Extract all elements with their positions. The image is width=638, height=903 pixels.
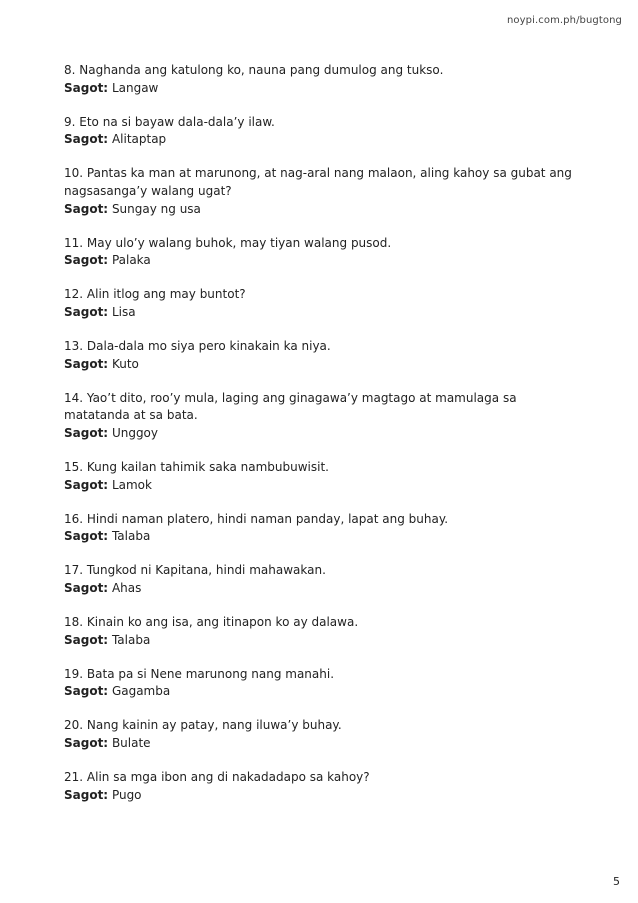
riddle-answer-line bbox=[64, 80, 576, 98]
riddle-item bbox=[64, 769, 576, 804]
riddle-question: 9. Eto na si bayaw dala-dala’y ilaw. bbox=[64, 114, 275, 129]
riddle-answer-line bbox=[64, 201, 576, 219]
answer-label: Sagot: bbox=[64, 425, 109, 440]
answer-label: Sagot: bbox=[64, 132, 109, 147]
riddle-question: 14. Yao’t dito, roo’y mula, laging ang ginagawa’y magtago at mamulaga sa matatanda at sa bata. bbox=[64, 390, 517, 423]
riddle-question: 8. Naghanda ang katulong ko, nauna pang dumulog ang tukso. bbox=[64, 63, 444, 77]
riddle-item bbox=[64, 62, 576, 97]
riddle-item bbox=[64, 390, 576, 443]
answer-label: Sagot: bbox=[64, 684, 109, 699]
riddle-question: 16. Hindi naman platero, hindi naman panday, lapat ang buhay. bbox=[64, 511, 449, 526]
riddle-answer-line bbox=[64, 632, 576, 650]
riddle-answer: Lisa bbox=[111, 304, 136, 319]
answer-label: Sagot: bbox=[64, 580, 109, 595]
riddle-item bbox=[64, 165, 576, 218]
riddle-answer-line bbox=[64, 252, 576, 270]
riddle-item bbox=[64, 511, 576, 546]
answer-label: Sagot: bbox=[64, 736, 109, 751]
riddle-question: 15. Kung kailan tahimik saka nambubuwisit. bbox=[64, 460, 329, 474]
riddle-question: 10. Pantas ka man at marunong, at nag-aral nang malaon, aling kahoy sa gubat ang nagsasanga’y walang ugat? bbox=[64, 166, 572, 198]
riddle-item bbox=[64, 338, 576, 373]
riddle-answer-line bbox=[64, 477, 576, 495]
riddle-answer: Bulate bbox=[111, 736, 151, 751]
riddle-answer: Talaba bbox=[111, 632, 151, 647]
riddle-item bbox=[64, 614, 576, 649]
riddle-answer: Sungay ng usa bbox=[111, 201, 201, 216]
riddle-answer: Gagamba bbox=[111, 684, 171, 699]
answer-label: Sagot: bbox=[64, 787, 109, 802]
riddle-answer-line bbox=[64, 735, 576, 753]
riddle-question: 21. Alin sa mga ibon ang di nakadadapo sa kahoy? bbox=[64, 770, 370, 785]
riddle-question: 17. Tungkod ni Kapitana, hindi mahawakan. bbox=[64, 563, 326, 578]
riddle-answer: Lamok bbox=[111, 477, 152, 492]
riddle-answer: Palaka bbox=[111, 253, 151, 268]
riddle-answer: Kuto bbox=[111, 356, 139, 371]
riddle-answer-line bbox=[64, 528, 576, 546]
page-number: 5 bbox=[613, 875, 620, 888]
answer-label: Sagot: bbox=[64, 80, 109, 95]
riddle-list bbox=[64, 62, 576, 821]
answer-label: Sagot: bbox=[64, 477, 109, 492]
answer-label: Sagot: bbox=[64, 356, 109, 371]
riddle-answer-line bbox=[64, 131, 576, 149]
riddle-answer-line bbox=[64, 787, 576, 805]
riddle-answer-line bbox=[64, 580, 576, 598]
riddle-question: 13. Dala-dala mo siya pero kinakain ka niya. bbox=[64, 339, 331, 354]
answer-label: Sagot: bbox=[64, 632, 109, 647]
riddle-item bbox=[64, 286, 576, 321]
riddle-item bbox=[64, 114, 576, 149]
riddle-item bbox=[64, 717, 576, 752]
riddle-question: 20. Nang kainin ay patay, nang iluwa’y buhay. bbox=[64, 718, 342, 733]
riddle-question: 19. Bata pa si Nene marunong nang manahi. bbox=[64, 666, 335, 681]
header-url: noypi.com.ph/bugtong bbox=[506, 15, 622, 26]
riddle-answer-line bbox=[64, 304, 576, 322]
riddle-answer: Langaw bbox=[111, 80, 159, 95]
riddle-question: 12. Alin itlog ang may buntot? bbox=[64, 287, 246, 302]
riddle-item bbox=[64, 235, 576, 270]
answer-label: Sagot: bbox=[64, 529, 109, 544]
answer-label: Sagot: bbox=[64, 201, 109, 216]
answer-label: Sagot: bbox=[64, 253, 109, 268]
riddle-answer-line bbox=[64, 683, 576, 701]
riddle-item bbox=[64, 666, 576, 701]
riddle-answer: Pugo bbox=[111, 787, 142, 802]
riddle-question: 11. May ulo’y walang buhok, may tiyan walang pusod. bbox=[64, 235, 392, 250]
riddle-answer: Ahas bbox=[111, 580, 142, 595]
riddle-answer-line bbox=[64, 356, 576, 374]
riddle-item bbox=[64, 562, 576, 597]
riddle-item bbox=[64, 459, 576, 494]
riddle-answer: Alitaptap bbox=[111, 132, 167, 147]
riddle-answer-line bbox=[64, 425, 576, 443]
riddle-answer: Talaba bbox=[111, 529, 151, 544]
riddle-answer: Unggoy bbox=[111, 425, 159, 440]
riddle-question: 18. Kinain ko ang isa, ang itinapon ko ay dalawa. bbox=[64, 615, 359, 630]
answer-label: Sagot: bbox=[64, 304, 109, 319]
